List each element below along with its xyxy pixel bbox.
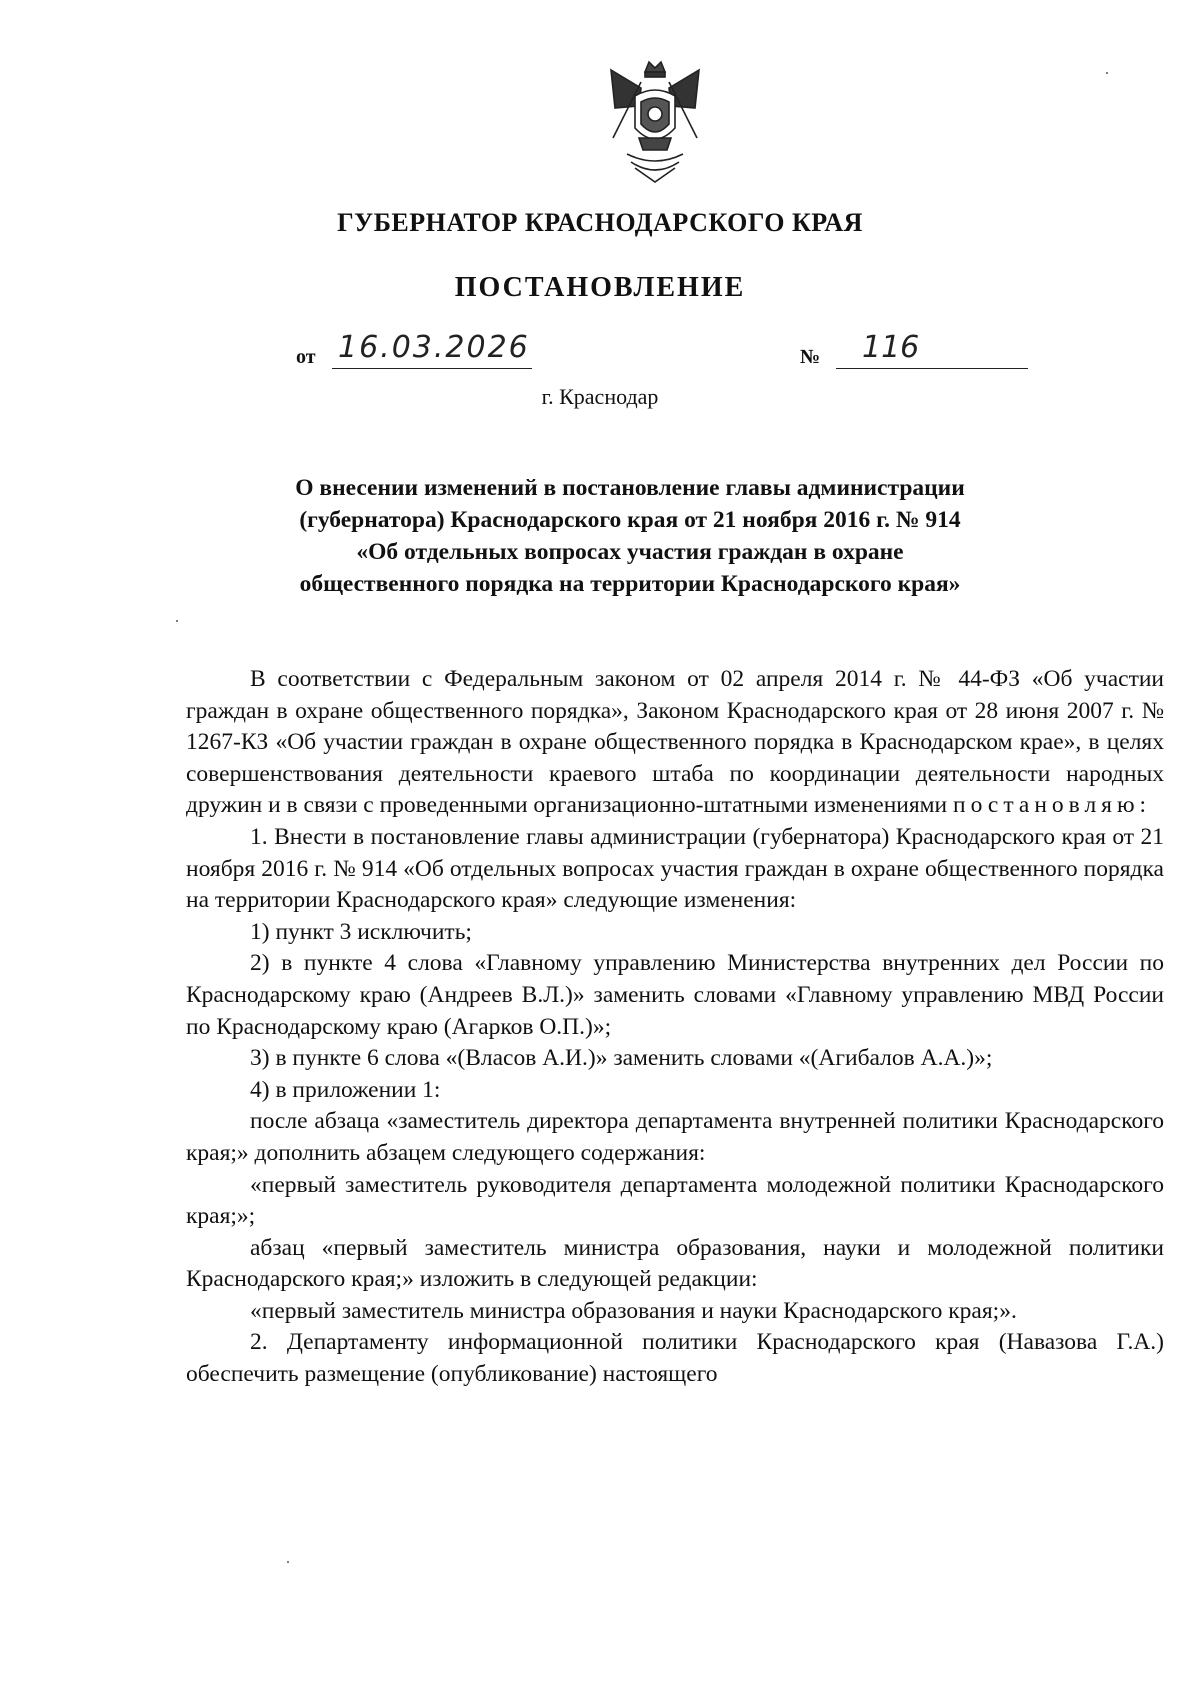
scan-speck (287, 1561, 289, 1563)
subclause-1-3: 3) в пункте 6 слова «(Власов А.И.)» заменить словами «(Агибалов А.А.)»; (250, 1045, 993, 1072)
subclause-1-4-a: после абзаца «заместитель директора департамента внутренней политики Краснодарского края;» дополнить абзацем следующего содержания: (186, 1108, 1164, 1166)
issuing-authority: ГУБЕРНАТОР КРАСНОДАРСКОГО КРАЯ (337, 208, 863, 237)
city: г. Краснодар (541, 384, 659, 409)
title-line: (губернатора) Краснодарского края от 21 ноября 2016 г. № 914 (299, 507, 961, 533)
subclause-1-4-c: абзац «первый заместитель министра образования, науки и молодежной политики Краснодарского края;» изложить в следующей редакции: (186, 1234, 1164, 1293)
date-number-line (0, 330, 1200, 374)
date-prefix: от (296, 346, 316, 368)
scan-speck (1106, 72, 1108, 74)
date-underline (332, 368, 532, 369)
document-type: ПОСТАНОВЛЕНИЕ (454, 272, 746, 303)
subclause-1-4-b: «первый заместитель руководителя департамента молодежной политики Краснодарского края;»; (186, 1171, 1164, 1230)
scan-speck (176, 620, 178, 622)
subclause-1-4: 4) в приложении 1: (250, 1076, 441, 1103)
preamble-paragraph (186, 664, 1164, 822)
title-line: «Об отдельных вопросах участия граждан в охране (356, 539, 904, 565)
subclause-1-1: 1) пункт 3 исключить; (250, 918, 472, 945)
title-line: общественного порядка на территории Краснодарского края» (299, 571, 961, 597)
preamble-text: В соответствии с Федеральным законом от 02 апреля 2014 г. № 44-ФЗ «Об участии граждан в охране общественного порядка», Законом Краснодарского края от 28 июня 2007 г. № 1267-КЗ «Об участии граждан в охране общественного порядка в Краснодарском крае», в целях совершенствования деятельности краевого штаба по координации деятельности народных дружин и в связи с проведенными организационно-штатными изменениями (186, 666, 1164, 819)
title-line: О внесении изменений в постановление главы администрации (295, 475, 965, 501)
number-underline (836, 368, 1028, 369)
clause-2: 2. Департаменту информационной политики Краснодарского края (Навазова Г.А.) обеспечить размещение (опубликование) настоящего (186, 1329, 1164, 1388)
document-title (200, 472, 1060, 600)
clause-1: 1. Внести в постановление главы администрации (губернатора) Краснодарского края от 21 ноября 2016 г. № 914 «Об отдельных вопросах участия граждан в охране общественного порядка на территории Краснодарского края» следующие изменения: (186, 823, 1164, 914)
subclause-1-2: 2) в пункте 4 слова «Главному управлению Министерства внутренних дел России по Краснодарскому краю (Андреев В.Л.)» заменить словами «Главному управлению МВД России по Краснодарскому краю (Агарков О.П.)»; (186, 950, 1164, 1040)
document-number: 116 (862, 330, 920, 365)
number-prefix: № (800, 346, 821, 368)
decree-word: постановляю: (953, 792, 1152, 819)
subclause-1-4-d: «первый заместитель министра образования и науки Краснодарского края;». (250, 1297, 1017, 1324)
coat-of-arms-icon (605, 58, 705, 186)
document-body (186, 664, 1164, 1391)
document-date: 16.03.2026 (338, 330, 530, 365)
